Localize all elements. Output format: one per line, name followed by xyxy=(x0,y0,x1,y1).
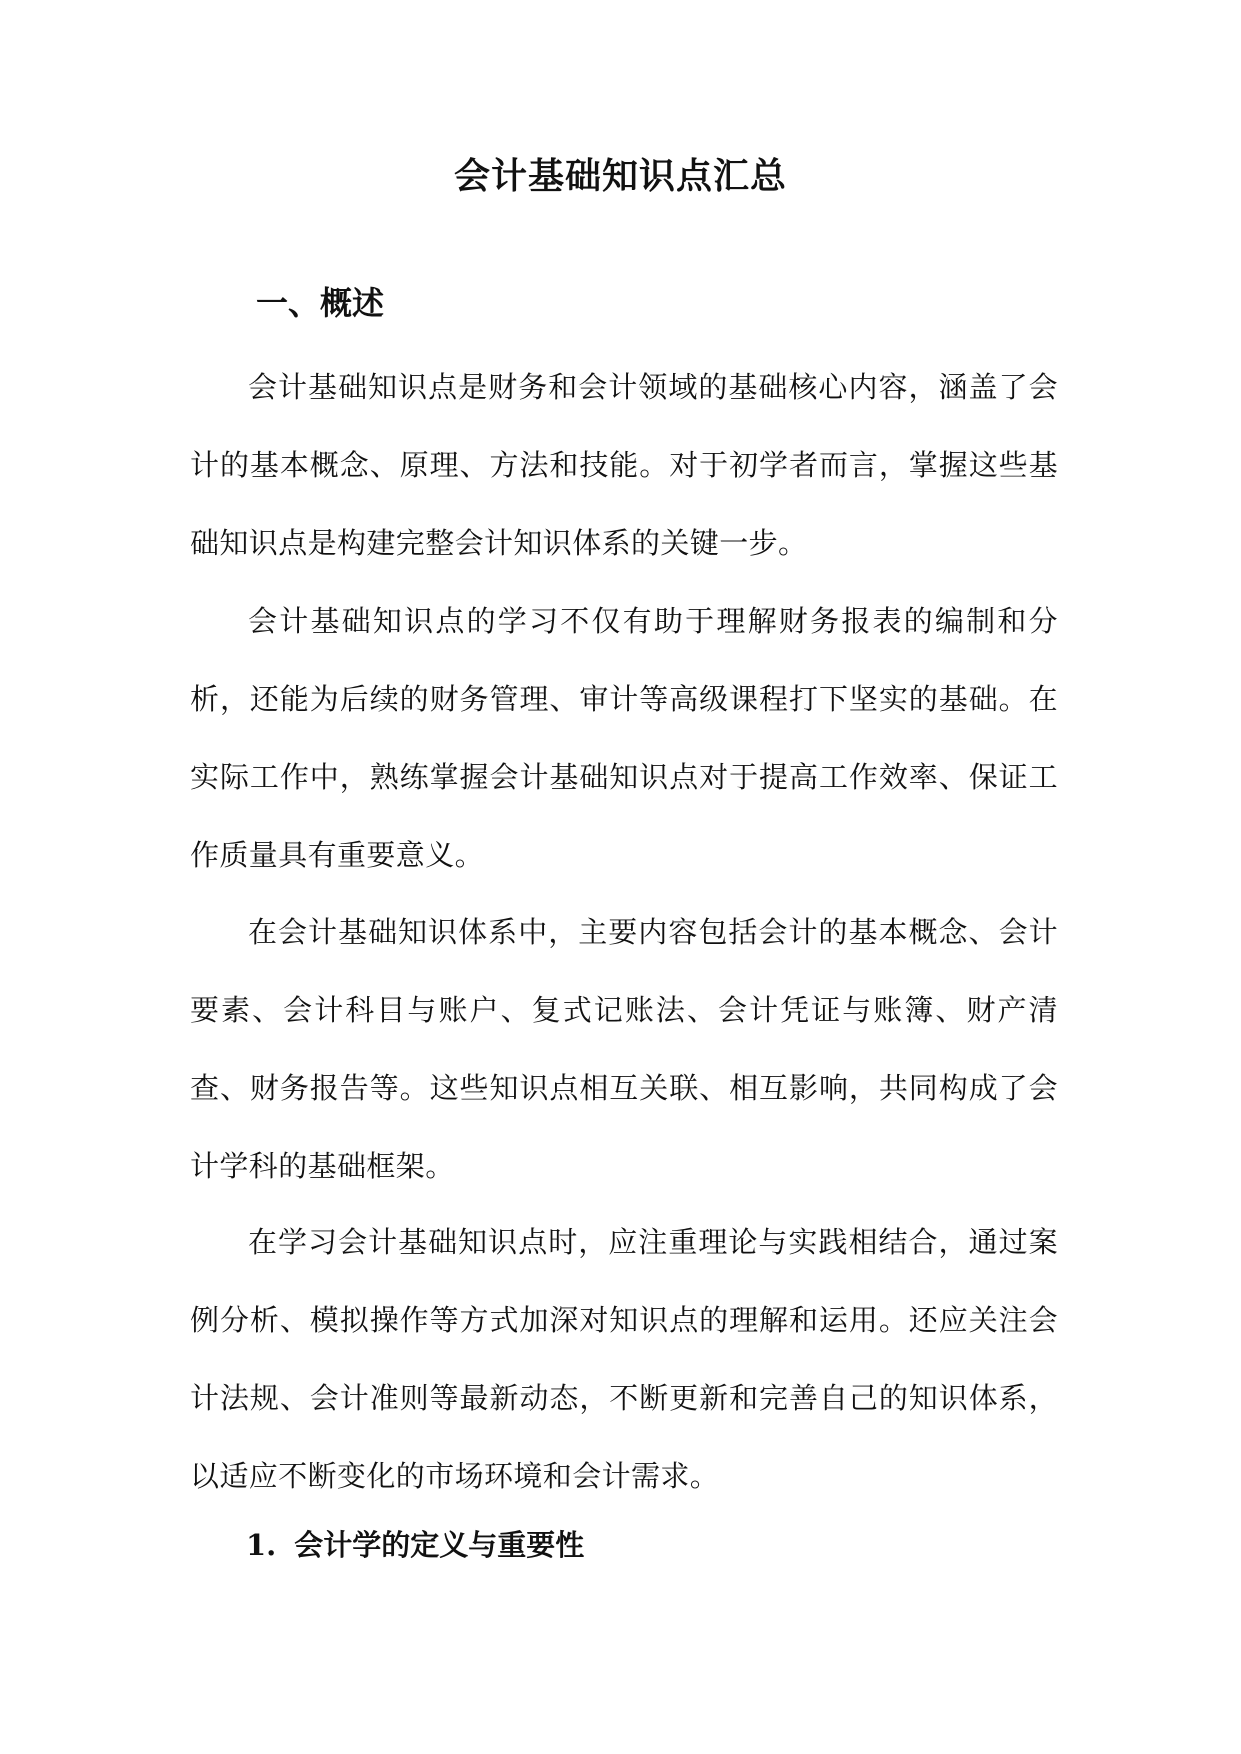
subsection-number: 1. xyxy=(246,1528,277,1562)
paragraph: 会计基础知识点是财务和会计领域的基础核心内容，涵盖了会计的基本概念、原理、方法和技能。对于初学者而言，掌握这些基础知识点是构建完整会计知识体系的关键一步。 xyxy=(190,370,1058,560)
subsection-title: 会计学的定义与重要性 xyxy=(294,1528,585,1562)
document-title: 会计基础知识点汇总 xyxy=(453,155,787,197)
paragraph: 会计基础知识点的学习不仅有助于理解财务报表的编制和分析，还能为后续的财务管理、审计等高级课程打下坚实的基础。在实际工作中，熟练掌握会计基础知识点对于提高工作效率、保证工作质量具有重要意义。 xyxy=(190,604,1058,872)
section-heading-overview: 一、概述 xyxy=(256,284,385,322)
subsection-heading xyxy=(246,1520,584,1570)
paragraph: 在会计基础知识体系中，主要内容包括会计的基本概念、会计要素、会计科目与账户、复式记账法、会计凭证与账簿、财产清查、财务报告等。这些知识点相互关联、相互影响，共同构成了会计学科的基础框架。 xyxy=(190,915,1058,1183)
paragraph: 在学习会计基础知识点时，应注重理论与实践相结合，通过案例分析、模拟操作等方式加深对知识点的理解和运用。还应关注会计法规、会计准则等最新动态，不断更新和完善自己的知识体系，以适应不断变化的市场环境和会计需求。 xyxy=(190,1225,1058,1493)
